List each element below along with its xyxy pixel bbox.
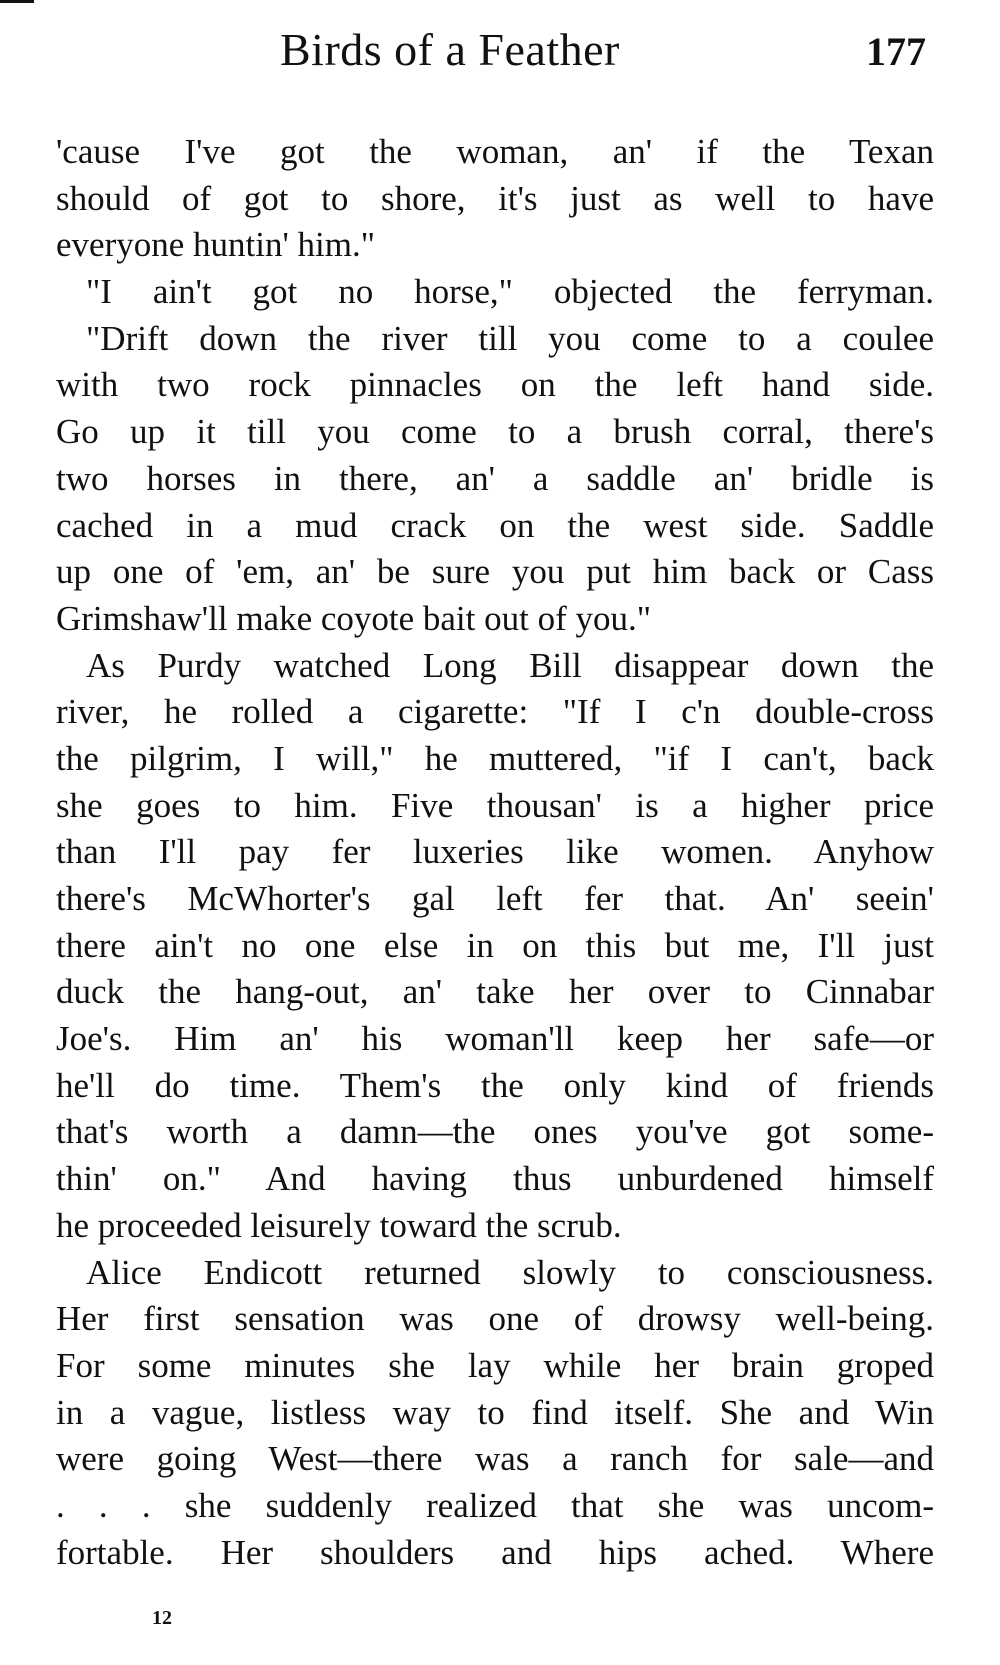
text-line: Alice Endicott returned slowly to consciousness. (86, 1252, 934, 1292)
text-line: than I'll pay fer luxeries like women. Anyhow (56, 832, 934, 872)
text-line: up one of 'em, an' be sure you put him back or Cass (56, 552, 934, 592)
scan-edge-mark (0, 0, 34, 3)
running-head (0, 20, 1000, 80)
text-line: there's McWhorter's gal left fer that. An' seein' (56, 879, 934, 918)
text-line: "I ain't got no horse," objected the ferryman. (86, 272, 934, 312)
text-line: 'cause I've got the woman, an' if the Texan (56, 132, 934, 171)
text-line: there ain't no one else in on this but me, I'll just (56, 925, 934, 965)
text-line: Grimshaw'll make coyote bait out of you." (56, 598, 652, 638)
text-line: everyone huntin' him." (56, 225, 375, 265)
text-line: with two rock pinnacles on the left hand side. (56, 365, 934, 405)
text-line: As Purdy watched Long Bill disappear down the (86, 645, 934, 685)
signature-mark: 12 (152, 1607, 172, 1629)
text-line: she goes to him. Five thousan' is a higher price (56, 785, 934, 825)
text-line: Go up it till you come to a brush corral, there's (56, 412, 934, 452)
text-line: he'll do time. Them's the only kind of friends (56, 1065, 934, 1105)
text-line: . . . she suddenly realized that she was uncom- (56, 1485, 934, 1525)
text-line: fortable. Her shoulders and hips ached. Where (56, 1532, 934, 1572)
text-line: should of got to shore, it's just as well to have (56, 178, 934, 218)
text-line: thin' on." And having thus unburdened himself (56, 1159, 934, 1199)
text-line: he proceeded leisurely toward the scrub. (56, 1205, 622, 1245)
text-line: river, he rolled a cigarette: "If I c'n double-cross (56, 692, 934, 732)
text-line: the pilgrim, I will," he muttered, "if I can't, back (56, 738, 934, 778)
text-line: duck the hang-out, an' take her over to Cinnabar (56, 972, 934, 1012)
text-body (56, 129, 934, 1576)
text-line: that's worth a damn—the ones you've got some- (56, 1112, 934, 1152)
text-line: Her first sensation was one of drowsy well-being. (56, 1299, 934, 1339)
text-line: two horses in there, an' a saddle an' bridle is (56, 458, 934, 498)
text-line: were going West—there was a ranch for sale—and (56, 1439, 934, 1479)
page-number: 177 (866, 29, 926, 74)
text-line: Joe's. Him an' his woman'll keep her safe—or (56, 1019, 934, 1059)
text-line: "Drift down the river till you come to a coulee (86, 318, 934, 358)
text-line: cached in a mud crack on the west side. Saddle (56, 505, 934, 545)
running-title: Birds of a Feather (280, 24, 620, 75)
text-line: For some minutes she lay while her brain groped (56, 1345, 934, 1385)
text-line: in a vague, listless way to find itself. She and Win (56, 1392, 934, 1432)
